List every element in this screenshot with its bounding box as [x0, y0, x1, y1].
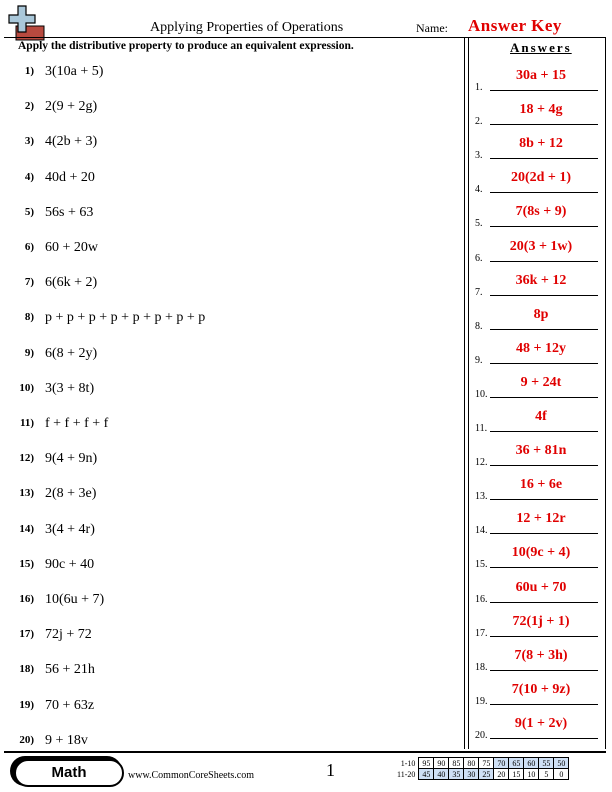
answer-text: 7(8s + 9): [515, 204, 567, 220]
answer-text: 36k + 12: [515, 272, 567, 288]
answer-number: 9.: [475, 354, 483, 366]
problem-number: 5): [24, 205, 34, 218]
score-cell: 95: [419, 758, 434, 769]
instructions: Apply the distributive property to produce an equivalent expression.: [18, 40, 354, 52]
math-badge: Math: [14, 759, 124, 787]
answer-number: 4.: [475, 184, 483, 196]
answer-number: 1.: [475, 82, 483, 93]
page-title: Applying Properties of Operations: [150, 20, 344, 35]
answer-line: [490, 295, 598, 296]
problem-number: 9): [24, 346, 34, 359]
problem-expression: 10(6u + 7): [45, 592, 105, 607]
answer-line: [490, 329, 598, 330]
answer-line: [490, 738, 598, 739]
answer-text: 20(3 + 1w): [509, 238, 573, 254]
page-right-border: [605, 37, 606, 749]
score-cell: 80: [464, 758, 479, 769]
answer-text: 72(1j + 1): [512, 613, 570, 629]
problem-number: 11): [19, 417, 34, 429]
answer-number: 3.: [475, 150, 483, 162]
answer-line: [490, 397, 598, 398]
answer-text: 20(2d + 1): [510, 170, 572, 186]
problem-expression: 6(6k + 2): [45, 275, 98, 291]
answer-text: 36 + 81n: [515, 443, 567, 459]
problem-number: 14): [19, 522, 34, 535]
answer-number: 6.: [475, 252, 483, 264]
score-cell: 40: [434, 769, 449, 780]
problem-expression: 60 + 20w: [45, 240, 99, 255]
problem-expression: 9 + 18v: [45, 732, 88, 748]
answer-line: [490, 158, 598, 159]
problem-expression: 6(8 + 2y): [45, 345, 98, 361]
problem-expression: 3(3 + 8t): [45, 380, 95, 396]
page-number: 1: [326, 760, 335, 780]
score-cell: 60: [524, 758, 539, 769]
answers-header: Answers: [510, 40, 572, 55]
answer-line: [490, 636, 598, 637]
name-label: Name:: [416, 21, 448, 35]
problem-number: 10): [19, 381, 34, 394]
score-cell: 20: [494, 769, 509, 780]
problem-number: 4): [24, 170, 34, 183]
problem-number: 3): [24, 135, 34, 148]
answer-number: 15.: [475, 559, 488, 571]
score-row: [395, 769, 569, 780]
problem-expression: 4(2b + 3): [45, 134, 98, 150]
problem-number: 16): [19, 593, 34, 605]
site-url: www.CommonCoreSheets.com: [128, 770, 255, 781]
answer-text: 7(8 + 3h): [514, 647, 568, 663]
problem-number: 6): [24, 241, 34, 253]
answer-line: [490, 192, 598, 193]
problem-number: 18): [19, 663, 34, 676]
answer-text: 12 + 12r: [516, 511, 566, 527]
problem-expression: 2(9 + 2g): [45, 99, 98, 115]
problem-expression: 56 + 21h: [45, 662, 95, 678]
score-row: [395, 758, 569, 769]
problem-expression: 40d + 20: [45, 169, 95, 185]
problem-number: 1): [24, 65, 34, 77]
problem-number: 13): [19, 487, 34, 500]
answer-number: 20.: [475, 729, 488, 741]
score-row-label: 11-20: [397, 769, 416, 779]
score-cell: 75: [479, 758, 494, 769]
score-cell: 45: [419, 769, 434, 780]
answer-number: 10.: [475, 388, 488, 400]
answer-number: 7.: [475, 286, 483, 298]
answer-number: 13.: [475, 491, 488, 503]
answer-text: 30a + 15: [516, 68, 566, 83]
score-cell: 5: [539, 769, 554, 780]
score-cell: 85: [449, 758, 464, 769]
score-cell: 35: [449, 769, 464, 780]
problem-number: 17): [19, 628, 34, 641]
answer-text: 18 + 4g: [519, 102, 563, 118]
column-divider-right: [468, 37, 469, 749]
answer-number: 8.: [475, 320, 483, 332]
answer-number: 14.: [475, 525, 488, 537]
problem-number: 7): [24, 276, 34, 289]
score-row-label: 1-10: [400, 758, 416, 768]
score-cell: 10: [524, 769, 539, 780]
problem-number: 19): [19, 698, 34, 711]
answer-text: 10(9c + 4): [511, 545, 571, 561]
score-cell: 15: [509, 769, 524, 780]
problem-expression: 3(10a + 5): [45, 64, 104, 79]
score-cell: 30: [464, 769, 479, 780]
answer-text: 8b + 12: [519, 136, 563, 152]
problem-number: 15): [19, 557, 34, 570]
problem-expression: 90c + 40: [45, 556, 95, 572]
answer-text: 48 + 12y: [516, 340, 566, 356]
problem-expression: 70 + 63z: [45, 697, 95, 713]
answer-line: [490, 533, 598, 534]
answer-line: [490, 567, 598, 568]
answer-number: 17.: [475, 627, 488, 639]
footer-divider: [4, 751, 606, 753]
score-cell: 90: [434, 758, 449, 769]
answer-number: 18.: [475, 661, 488, 673]
answer-number: 12.: [475, 457, 488, 469]
score-cell: 70: [494, 758, 509, 769]
problem-number: 8): [24, 311, 34, 324]
answer-line: [490, 499, 598, 500]
score-cell: 50: [554, 758, 569, 769]
answer-text: 4f: [535, 409, 547, 424]
score-cell: 55: [539, 758, 554, 769]
answer-number: 2.: [475, 116, 483, 128]
problem-expression: f + f + f + f: [45, 416, 109, 431]
answer-text: 9 + 24t: [520, 374, 562, 390]
problem-expression: 9(4 + 9n): [45, 451, 98, 467]
answer-line: [490, 363, 598, 364]
answer-text: 8p: [533, 306, 549, 322]
answer-line: [490, 261, 598, 262]
problem-number: 20): [19, 733, 34, 746]
answer-number: 5.: [475, 218, 483, 230]
answer-text: 16 + 6e: [519, 477, 563, 493]
problem-number: 12): [19, 452, 34, 465]
answer-line: [490, 124, 598, 125]
score-table: [395, 757, 569, 780]
answer-line: [490, 704, 598, 705]
answer-line: [490, 226, 598, 227]
answer-line: [490, 602, 598, 603]
answer-line: [490, 431, 598, 432]
problem-expression: 3(4 + 4r): [45, 521, 95, 537]
answer-text: 60u + 70: [515, 579, 567, 595]
score-cell: 0: [554, 769, 569, 780]
answer-line: [490, 465, 598, 466]
logo-plus-icon: [6, 4, 44, 40]
column-divider-left: [464, 37, 465, 749]
answer-text: 7(10 + 9z): [511, 681, 571, 697]
problem-number: 2): [24, 100, 34, 113]
answer-line: [490, 670, 598, 671]
answer-line: [490, 90, 598, 91]
answer-text: 9(1 + 2v): [514, 715, 568, 731]
problem-expression: p + p + p + p + p + p + p + p: [45, 310, 206, 326]
answer-number: 16.: [475, 593, 488, 605]
answer-number: 11.: [475, 423, 488, 434]
problem-expression: 72j + 72: [45, 627, 92, 643]
answer-number: 19.: [475, 695, 488, 707]
problem-expression: 2(8 + 3e): [45, 486, 97, 502]
answer-key-label: Answer Key: [468, 16, 562, 35]
score-cell: 65: [509, 758, 524, 769]
problem-expression: 56s + 63: [45, 204, 94, 220]
header-divider: [4, 37, 606, 38]
score-cell: 25: [479, 769, 494, 780]
